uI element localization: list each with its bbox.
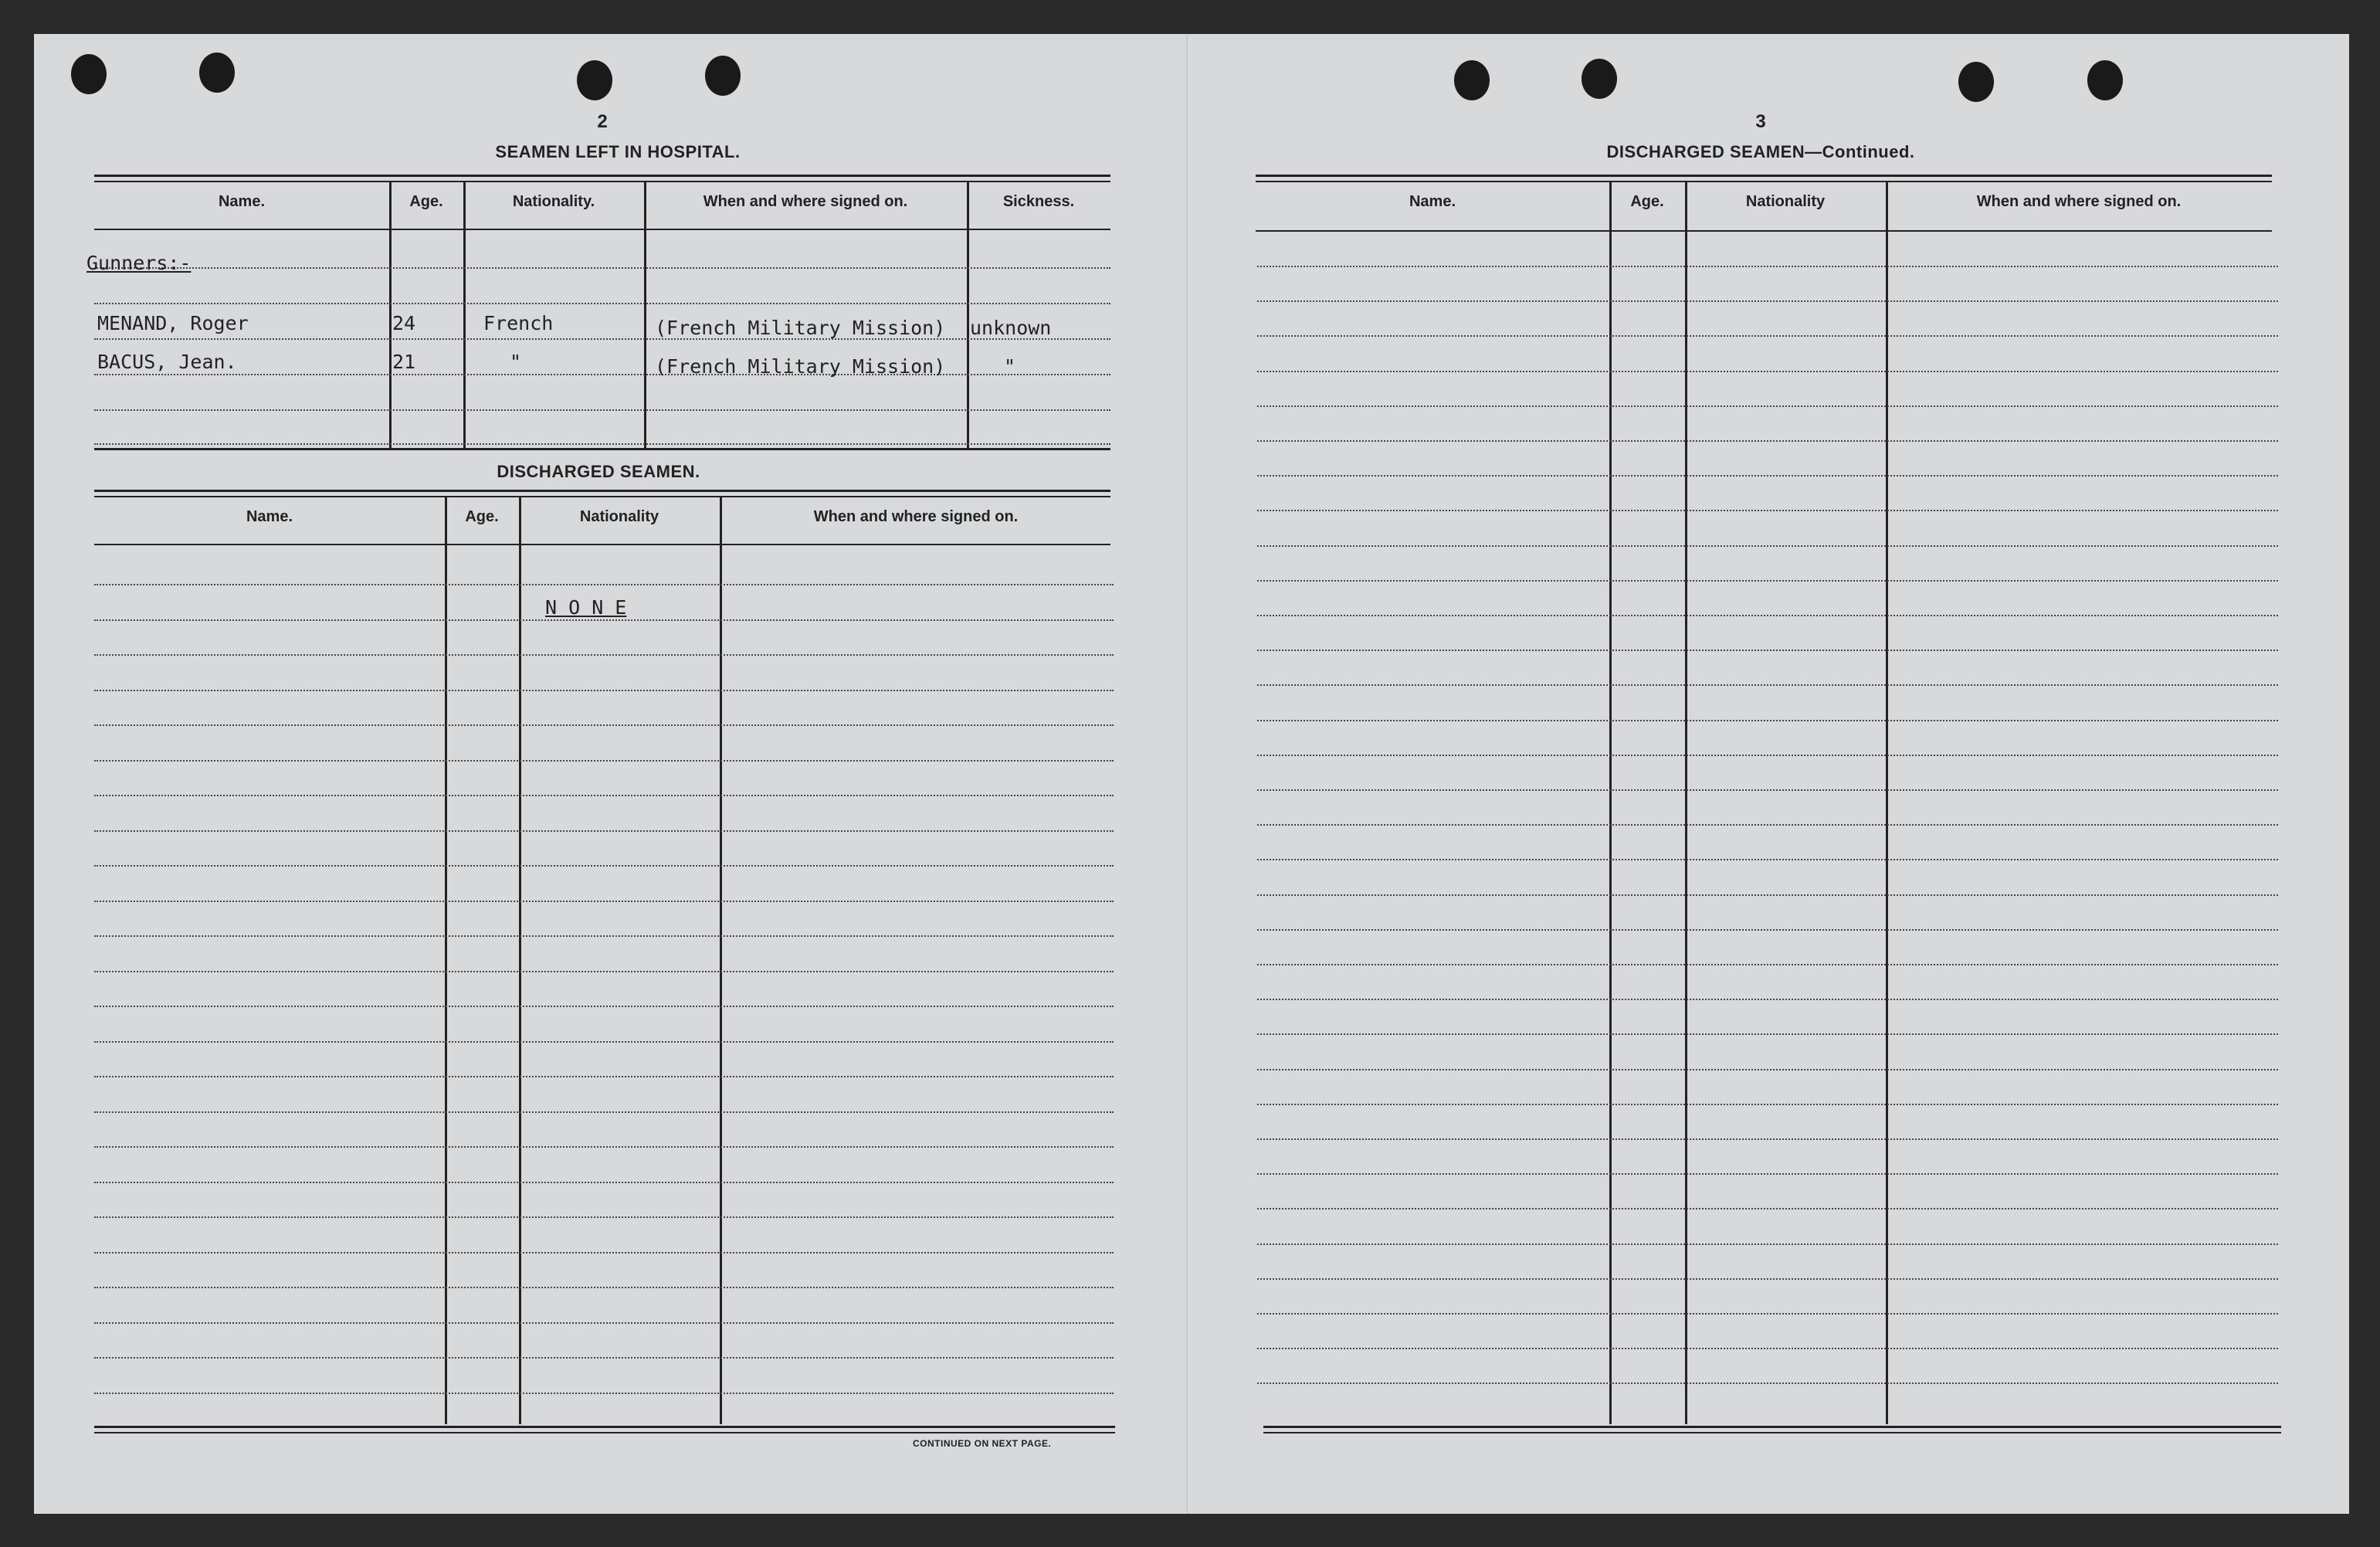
right-dotted-row bbox=[1257, 964, 2278, 965]
hospital-col-divider bbox=[463, 182, 466, 448]
discharged-dotted-row bbox=[94, 901, 1114, 902]
left-bottom-rule-2 bbox=[94, 1432, 1115, 1433]
hospital-top-rule-2 bbox=[94, 181, 1110, 182]
hospital-dotted-row bbox=[94, 303, 1110, 304]
discharged-dotted-row bbox=[94, 935, 1114, 937]
discharged-header-rule bbox=[94, 544, 1110, 545]
right-col-header: Name. bbox=[1409, 193, 1456, 210]
discharged-dotted-row bbox=[94, 1287, 1114, 1288]
right-dotted-row bbox=[1257, 1278, 2278, 1280]
punch-hole bbox=[1958, 62, 1994, 102]
hospital-col-header: Name. bbox=[218, 193, 266, 210]
right-dotted-row bbox=[1257, 1382, 2278, 1384]
right-dotted-row bbox=[1257, 1033, 2278, 1035]
continued-footer: CONTINUED ON NEXT PAGE. bbox=[913, 1438, 1052, 1449]
hospital-dotted-row bbox=[94, 338, 1110, 340]
right-dotted-row bbox=[1257, 755, 2278, 756]
hospital-col-divider bbox=[389, 182, 392, 448]
discharged-dotted-row bbox=[94, 795, 1114, 796]
hospital-dotted-row bbox=[94, 374, 1110, 375]
discharged-dotted-row bbox=[94, 1252, 1114, 1254]
hospital-col-header: Sickness. bbox=[1002, 193, 1075, 210]
right-dotted-row bbox=[1257, 1243, 2278, 1245]
right-dotted-row bbox=[1257, 545, 2278, 547]
discharged-none-note: N O N E bbox=[545, 596, 627, 619]
punch-hole bbox=[577, 60, 612, 100]
discharged-col-header: Name. bbox=[246, 508, 293, 525]
right-dotted-row bbox=[1257, 266, 2278, 267]
discharged-dotted-row bbox=[94, 1076, 1114, 1077]
punch-hole bbox=[2087, 60, 2123, 100]
hospital-sickness-cell: unknown bbox=[970, 317, 1052, 339]
discharged-dotted-row bbox=[94, 1357, 1114, 1359]
discharged-dotted-row bbox=[94, 1393, 1114, 1394]
right-bottom-rule-2 bbox=[1263, 1432, 2281, 1433]
punch-hole bbox=[705, 56, 741, 96]
hospital-nationality-cell: " bbox=[510, 351, 522, 373]
discharged-dotted-row bbox=[94, 1216, 1114, 1218]
discharged-col-header: When and where signed on. bbox=[813, 508, 1019, 525]
discharged-dotted-row bbox=[94, 1006, 1114, 1007]
hospital-age-cell: 21 bbox=[392, 351, 416, 373]
discharged-dotted-row bbox=[94, 865, 1114, 867]
right-col-divider bbox=[1685, 182, 1687, 1424]
punch-hole bbox=[1454, 60, 1490, 100]
right-dotted-row bbox=[1257, 615, 2278, 616]
right-dotted-row bbox=[1257, 510, 2278, 511]
discharged-col-divider bbox=[519, 497, 521, 1424]
hospital-dotted-row bbox=[94, 443, 1110, 445]
right-dotted-row bbox=[1257, 440, 2278, 442]
hospital-top-rule bbox=[94, 175, 1110, 177]
discharged-dotted-row bbox=[94, 971, 1114, 972]
right-bottom-rule bbox=[1263, 1426, 2281, 1428]
right-dotted-row bbox=[1257, 1313, 2278, 1315]
right-dotted-row bbox=[1257, 720, 2278, 721]
discharged-col-divider bbox=[720, 497, 722, 1424]
hospital-col-divider bbox=[644, 182, 646, 448]
right-dotted-row bbox=[1257, 1208, 2278, 1209]
right-col-header: Nationality bbox=[1745, 193, 1826, 210]
hospital-col-header: Age. bbox=[409, 193, 443, 210]
right-dotted-row bbox=[1257, 859, 2278, 860]
right-dotted-row bbox=[1257, 1138, 2278, 1140]
right-col-divider bbox=[1886, 182, 1888, 1424]
right-dotted-row bbox=[1257, 405, 2278, 407]
hospital-dotted-row bbox=[94, 267, 1110, 269]
gunners-label: Gunners:- bbox=[86, 252, 192, 274]
hospital-name-cell: MENAND, Roger bbox=[97, 312, 249, 334]
right-dotted-row bbox=[1257, 371, 2278, 372]
hospital-section-title: SEAMEN LEFT IN HOSPITAL. bbox=[495, 142, 741, 161]
hospital-signed-on-cell: (French Military Mission) bbox=[655, 317, 946, 339]
punch-hole bbox=[71, 54, 107, 94]
hospital-col-header: Nationality. bbox=[512, 193, 595, 210]
discharged-dotted-row bbox=[94, 760, 1114, 762]
discharged-top-rule bbox=[94, 490, 1110, 492]
hospital-bottom-rule bbox=[94, 448, 1110, 450]
right-dotted-row bbox=[1257, 1173, 2278, 1175]
discharged-dotted-row bbox=[94, 1146, 1114, 1148]
discharged-col-header: Age. bbox=[465, 508, 499, 525]
discharged-continued-title: DISCHARGED SEAMEN—Continued. bbox=[1606, 142, 1915, 161]
right-dotted-row bbox=[1257, 300, 2278, 302]
right-col-divider bbox=[1609, 182, 1612, 1424]
page-number-left: 2 bbox=[597, 111, 608, 132]
hospital-signed-on-cell: (French Military Mission) bbox=[655, 355, 946, 378]
hospital-col-divider bbox=[967, 182, 969, 448]
discharged-top-rule-2 bbox=[94, 496, 1110, 497]
right-dotted-row bbox=[1257, 335, 2278, 337]
right-dotted-row bbox=[1257, 789, 2278, 791]
right-col-header: When and where signed on. bbox=[1976, 193, 2182, 210]
right-dotted-row bbox=[1257, 650, 2278, 651]
discharged-dotted-row bbox=[94, 1111, 1114, 1113]
document-page bbox=[34, 34, 2349, 1514]
hospital-sickness-cell: " bbox=[1004, 355, 1016, 378]
right-top-rule-2 bbox=[1256, 181, 2272, 182]
right-top-rule bbox=[1256, 175, 2272, 177]
right-dotted-row bbox=[1257, 580, 2278, 582]
right-dotted-row bbox=[1257, 824, 2278, 826]
right-dotted-row bbox=[1257, 684, 2278, 686]
punch-hole bbox=[1582, 59, 1617, 99]
hospital-nationality-cell: French bbox=[483, 312, 554, 334]
punch-hole bbox=[199, 53, 235, 93]
right-dotted-row bbox=[1257, 1069, 2278, 1070]
hospital-dotted-row bbox=[94, 409, 1110, 411]
right-header-rule bbox=[1256, 230, 2272, 232]
discharged-dotted-row bbox=[94, 690, 1114, 691]
right-dotted-row bbox=[1257, 475, 2278, 477]
discharged-col-header: Nationality bbox=[579, 508, 659, 525]
right-dotted-row bbox=[1257, 1348, 2278, 1349]
left-bottom-rule bbox=[94, 1426, 1115, 1428]
hospital-header-rule bbox=[94, 229, 1110, 230]
discharged-dotted-row bbox=[94, 584, 1114, 585]
hospital-name-cell: BACUS, Jean. bbox=[97, 351, 237, 373]
discharged-dotted-row bbox=[94, 830, 1114, 832]
discharged-dotted-row bbox=[94, 619, 1114, 621]
page-fold bbox=[1186, 34, 1188, 1514]
discharged-section-title: DISCHARGED SEAMEN. bbox=[497, 462, 700, 481]
hospital-col-header: When and where signed on. bbox=[703, 193, 908, 210]
discharged-col-divider bbox=[445, 497, 447, 1424]
discharged-dotted-row bbox=[94, 1322, 1114, 1324]
right-dotted-row bbox=[1257, 894, 2278, 896]
page-number-right: 3 bbox=[1755, 111, 1766, 132]
discharged-dotted-row bbox=[94, 1041, 1114, 1043]
hospital-age-cell: 24 bbox=[392, 312, 416, 334]
discharged-dotted-row bbox=[94, 724, 1114, 726]
right-col-header: Age. bbox=[1630, 193, 1664, 210]
discharged-dotted-row bbox=[94, 1182, 1114, 1183]
right-dotted-row bbox=[1257, 999, 2278, 1000]
right-dotted-row bbox=[1257, 1104, 2278, 1105]
right-dotted-row bbox=[1257, 929, 2278, 931]
discharged-dotted-row bbox=[94, 654, 1114, 656]
